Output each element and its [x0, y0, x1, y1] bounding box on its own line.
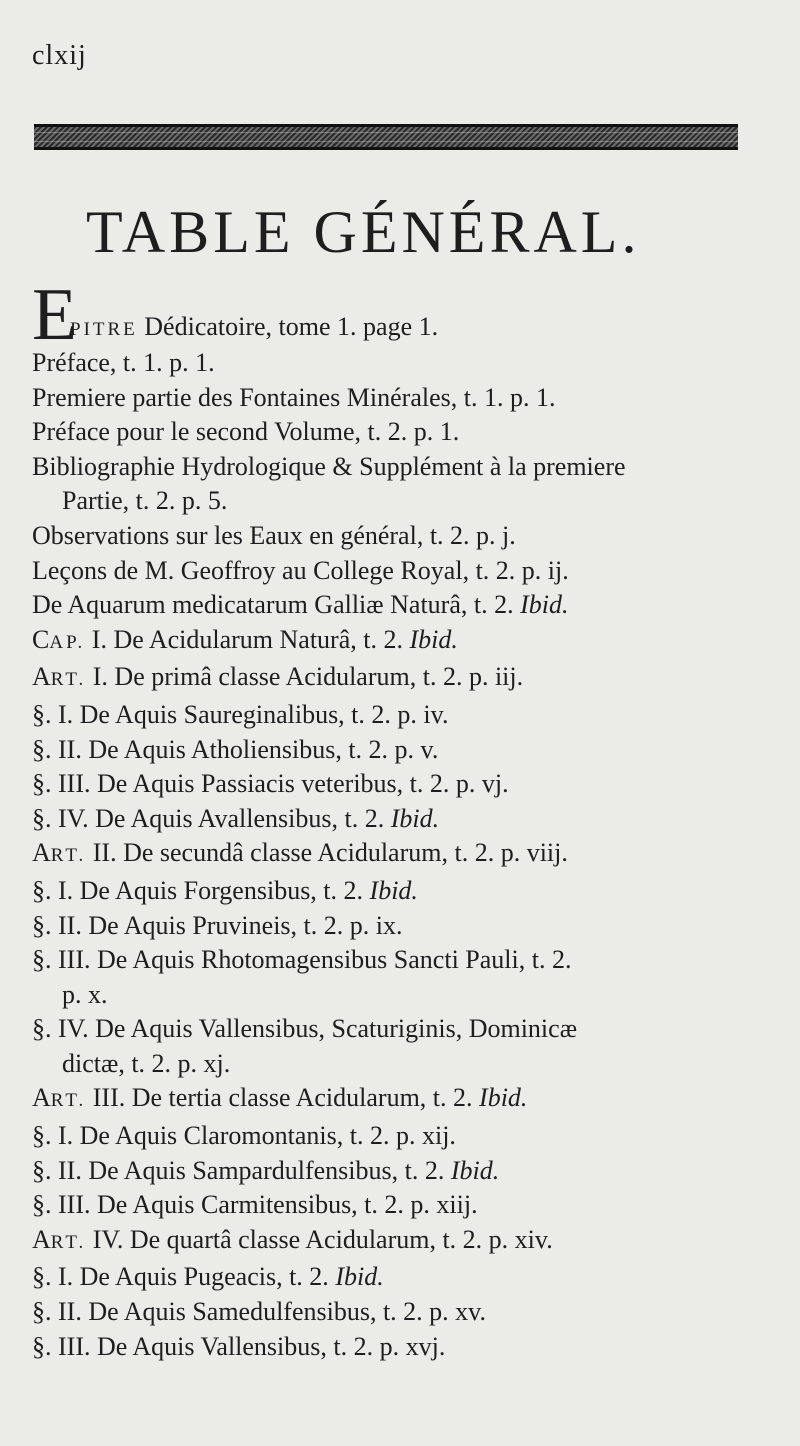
entry-text: §. II. De Aquis Samedulfensibus, t. 2. p. xv.: [32, 1297, 486, 1327]
entry-text: Premiere partie des Fontaines Minérales, t. 1. p. 1.: [32, 382, 556, 412]
entry-text: §. I. De Aquis Saureginalibus, t. 2. p. iv.: [32, 699, 449, 729]
toc-entry: [32, 274, 772, 356]
toc-entry: [32, 346, 772, 381]
entry-text: Préface pour le second Volume, t. 2. p. 1.: [32, 417, 460, 447]
entry-text: §. IV. De Aquis Avallensibus, t. 2.: [32, 803, 391, 833]
entry-text: p. x.: [62, 979, 108, 1009]
page-title: TABLE GÉNÉRAL.: [86, 199, 641, 265]
toc-entry: [32, 554, 772, 589]
entry-text: Dédicatoire, tome 1. page 1.: [137, 312, 439, 341]
toc-entry: [32, 1260, 772, 1295]
toc-entry: [32, 450, 772, 485]
small-caps-word: PITRE: [70, 319, 138, 340]
toc-entry: [32, 874, 772, 909]
toc-entry-continuation: [32, 978, 772, 1013]
entry-ibid: Ibid.: [409, 624, 458, 654]
entry-text: §. I. De Aquis Forgensibus, t. 2.: [32, 875, 370, 905]
entry-text: Partie, t. 2. p. 5.: [62, 486, 228, 516]
entry-text: §. IV. De Aquis Vallensibus, Scaturiginis, Dominicæ: [32, 1014, 578, 1044]
entry-text: §. II. De Aquis Sampardulfensibus, t. 2.: [32, 1155, 451, 1185]
small-caps-word: RT.: [50, 1090, 87, 1112]
toc-entry: [32, 1330, 772, 1365]
decorative-header-band: [34, 124, 738, 150]
small-caps-word: RT.: [50, 669, 87, 691]
entry-text: §. III. De Aquis Passiacis veteribus, t. 2. p. vj.: [32, 769, 509, 799]
toc-entry-continuation: [32, 1047, 772, 1082]
entry-lead: A: [32, 1224, 51, 1254]
toc-entry: [32, 519, 772, 554]
entry-lead: C: [32, 624, 50, 654]
toc-entry: [32, 836, 772, 874]
toc-entry: [32, 588, 772, 623]
entry-text: IV. De quartâ classe Acidularum, t. 2. p. xiv.: [86, 1224, 553, 1254]
entry-text: III. De tertia classe Acidularum, t. 2.: [86, 1083, 480, 1113]
entry-lead: A: [32, 838, 51, 868]
entry-ibid: Ibid.: [479, 1083, 528, 1113]
small-caps-word: AP.: [49, 631, 86, 653]
toc-entry: [32, 1012, 772, 1047]
toc-entry: [32, 1081, 772, 1119]
toc-entry: [32, 415, 772, 450]
entry-lead: A: [32, 662, 51, 692]
entry-text: Observations sur les Eaux en général, t. 2. p. j.: [32, 520, 516, 550]
entry-lead: A: [32, 1083, 51, 1113]
entry-text: §. I. De Aquis Claromontanis, t. 2. p. xij.: [32, 1121, 456, 1151]
toc-entry: [32, 623, 772, 661]
entry-ibid: Ibid.: [390, 803, 440, 833]
entry-text: Leçons de M. Geoffroy au College Royal, t. 2. p. ij.: [32, 555, 569, 585]
entry-text: Bibliographie Hydrologique & Supplément à la premiere: [32, 451, 626, 481]
toc-entry: [32, 767, 772, 802]
entry-ibid: Ibid.: [369, 875, 418, 905]
entry-text: §. II. De Aquis Atholiensibus, t. 2. p. v.: [32, 734, 439, 764]
toc-entry: [32, 698, 772, 733]
toc-entry: [32, 1295, 772, 1330]
toc-entry: [32, 802, 772, 837]
entry-text: De Aquarum medicatarum Galliæ Naturâ, t. 2.: [32, 590, 521, 620]
entry-text: §. I. De Aquis Pugeacis, t. 2.: [32, 1262, 336, 1292]
toc-entry: [32, 1119, 772, 1154]
entry-ibid: Ibid.: [450, 1155, 500, 1185]
entry-text: §. II. De Aquis Pruvineis, t. 2. p. ix.: [32, 910, 403, 940]
entry-text: Préface, t. 1. p. 1.: [32, 348, 215, 377]
entry-text: §. III. De Aquis Carmitensibus, t. 2. p. xiij.: [32, 1190, 478, 1220]
toc-entry: [32, 381, 772, 416]
toc-entry-continuation: [32, 484, 772, 519]
page-number: clxij: [32, 40, 87, 71]
drop-cap: E: [32, 274, 78, 356]
entry-text: §. III. De Aquis Vallensibus, t. 2. p. xvj.: [32, 1331, 446, 1361]
small-caps-word: RT.: [50, 1231, 87, 1253]
toc-entry: [32, 1154, 772, 1189]
entry-ibid: Ibid.: [520, 590, 569, 620]
toc-entry: [32, 1188, 772, 1223]
toc-entry: [32, 1223, 772, 1261]
toc-entry: [32, 733, 772, 768]
toc-entry: [32, 909, 772, 944]
toc-entry: [32, 943, 772, 978]
entry-text: dictæ, t. 2. p. xj.: [62, 1048, 231, 1078]
entry-ibid: Ibid.: [335, 1262, 384, 1292]
entry-text: I. De Acidularum Naturâ, t. 2.: [85, 624, 410, 654]
toc-entry: [32, 660, 772, 698]
table-of-contents: [32, 274, 772, 1364]
entry-text: II. De secundâ classe Acidularum, t. 2. p. viij.: [86, 838, 568, 868]
entry-text: I. De primâ classe Acidularum, t. 2. p. iij.: [86, 662, 524, 692]
entry-text: §. III. De Aquis Rhotomagensibus Sancti Pauli, t. 2.: [32, 945, 572, 975]
small-caps-word: RT.: [50, 845, 87, 867]
